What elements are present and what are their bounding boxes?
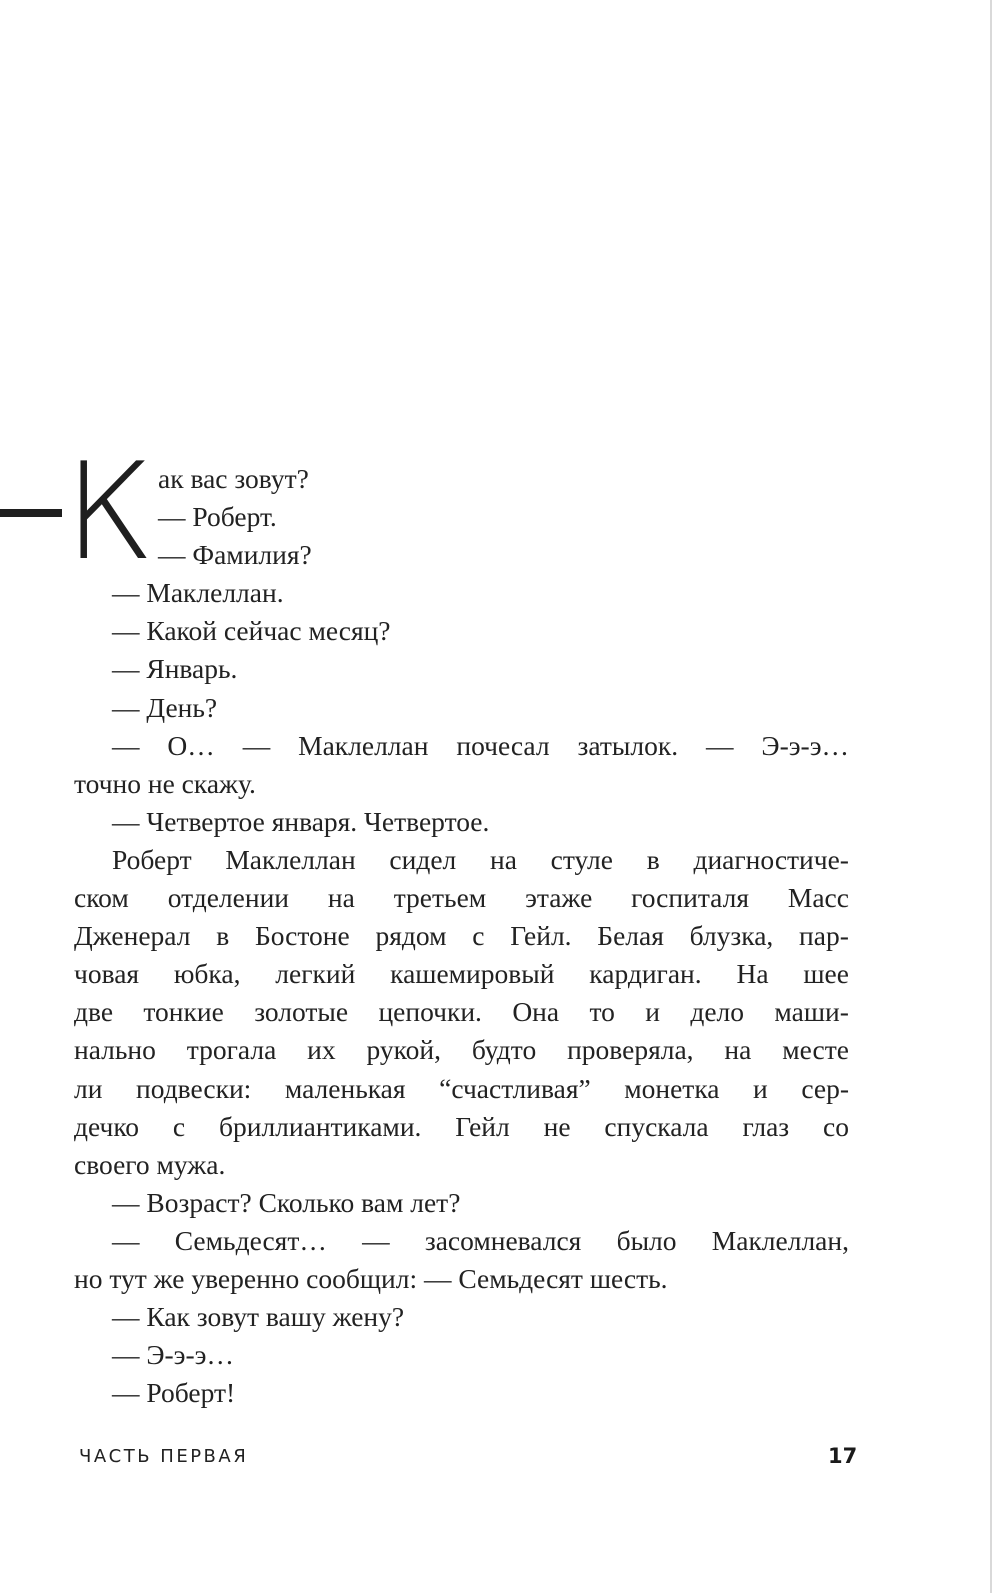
word: то [589, 996, 615, 1028]
text-line: своего мужа. [74, 1148, 226, 1180]
chapter-opening-dash [0, 509, 62, 517]
word: месте [782, 1034, 849, 1066]
word: глаз [742, 1110, 790, 1142]
text-line [74, 727, 849, 765]
word: блузка, [689, 920, 774, 952]
word: почесал [456, 729, 550, 761]
word: ском [74, 882, 129, 914]
word: — [242, 729, 271, 761]
word: проверяла, [567, 1034, 694, 1066]
text-line: — Какой сейчас месяц? [112, 615, 391, 647]
text-line: — Четвертое января. Четвертое. [112, 805, 490, 837]
text-line: но тут же уверенно сообщил: — Семьдесят шесть. [74, 1262, 668, 1294]
word: Бостоне [254, 920, 350, 952]
word: дечко [74, 1110, 140, 1142]
word: и [645, 996, 660, 1028]
text-line [74, 879, 849, 917]
text-line: ак вас зовут? [158, 463, 309, 494]
text-line: — Фамилия? [158, 539, 312, 571]
word: Роберт [112, 843, 192, 875]
word: стуле [550, 843, 613, 875]
word: рукой, [366, 1034, 441, 1066]
text-line: — Январь. [112, 653, 238, 685]
word: было [616, 1224, 677, 1256]
word: пар- [799, 920, 849, 952]
word: монетка [624, 1072, 720, 1104]
word: бриллиантиками. [219, 1110, 422, 1142]
word: в [216, 920, 230, 952]
word: Она [512, 996, 560, 1028]
word: отделении [167, 882, 290, 914]
word: диагностиче- [693, 843, 849, 875]
word: — [362, 1224, 390, 1256]
word: две [74, 996, 114, 1028]
word: с [172, 1110, 186, 1142]
text-line: — Роберт. [158, 501, 277, 533]
word: шее [803, 958, 849, 990]
word: со [823, 1110, 849, 1142]
text-line: — Как зовут вашу жену? [112, 1301, 405, 1333]
text-line: — Роберт! [112, 1377, 236, 1409]
word: не [543, 1110, 571, 1142]
word: спускала [604, 1110, 709, 1142]
word: золотые [254, 996, 349, 1028]
word: Э-э-э… [761, 729, 849, 761]
word: нально [74, 1034, 156, 1066]
running-footer-section: ЧАСТЬ ПЕРВАЯ [79, 1446, 249, 1467]
text-line [74, 917, 849, 955]
word: маши- [774, 996, 849, 1028]
word: юбка, [173, 958, 241, 990]
word: На [736, 958, 769, 990]
body-text [74, 460, 849, 1412]
word: дело [690, 996, 745, 1028]
text-line: — Э-э-э… [112, 1339, 234, 1371]
word: этаже [525, 882, 593, 914]
text-line: — Маклеллан. [112, 577, 284, 609]
word: О… [167, 729, 215, 761]
text-line: точно не скажу. [74, 767, 256, 799]
text-line [74, 1222, 849, 1260]
word: на [489, 843, 517, 875]
word: сер- [801, 1072, 849, 1104]
word: Семьдесят… [174, 1224, 327, 1256]
word: “счастливая” [439, 1072, 591, 1104]
word: в [646, 843, 660, 875]
word: Гейл [455, 1110, 510, 1142]
word: човая [74, 958, 140, 990]
word: Масс [787, 882, 849, 914]
word: кардиган. [589, 958, 702, 990]
drop-cap-initial: К [64, 434, 155, 590]
word: будто [471, 1034, 537, 1066]
text-line: — День? [112, 691, 218, 723]
word: и [753, 1072, 768, 1104]
word: засомневался [424, 1224, 582, 1256]
word: тонкие [143, 996, 224, 1028]
word: с [472, 920, 485, 952]
word: ли [74, 1072, 103, 1104]
word: Маклеллан [298, 729, 429, 761]
word: подвески: [136, 1072, 252, 1104]
word: Маклеллан, [711, 1224, 849, 1256]
word: Маклеллан [225, 843, 356, 875]
text-line: — Возраст? Сколько вам лет? [112, 1186, 461, 1218]
word: их [307, 1034, 336, 1066]
word: — [706, 729, 734, 761]
text-line [74, 841, 849, 879]
text-line [74, 1108, 849, 1146]
word: затылок. [577, 729, 679, 761]
word: цепочки. [378, 996, 482, 1028]
text-line [74, 993, 849, 1031]
text-line [74, 955, 849, 993]
word: госпиталя [631, 882, 749, 914]
word: легкий [275, 958, 356, 990]
word: маленькая [284, 1072, 406, 1104]
page-edge [990, 0, 992, 1593]
word: рядом [375, 920, 447, 952]
word: — [112, 1224, 140, 1256]
word: Дженерал [74, 920, 191, 952]
page-number: 17 [828, 1444, 858, 1468]
word: Гейл. [510, 920, 572, 952]
word: Белая [597, 920, 664, 952]
word: на [327, 882, 355, 914]
word: — [112, 729, 140, 761]
word: кашемировый [390, 958, 555, 990]
word: сидел [389, 843, 457, 875]
word: третьем [393, 882, 487, 914]
word: трогала [186, 1034, 277, 1066]
word: на [724, 1034, 752, 1066]
text-line [74, 1070, 849, 1108]
text-line [74, 1031, 849, 1069]
